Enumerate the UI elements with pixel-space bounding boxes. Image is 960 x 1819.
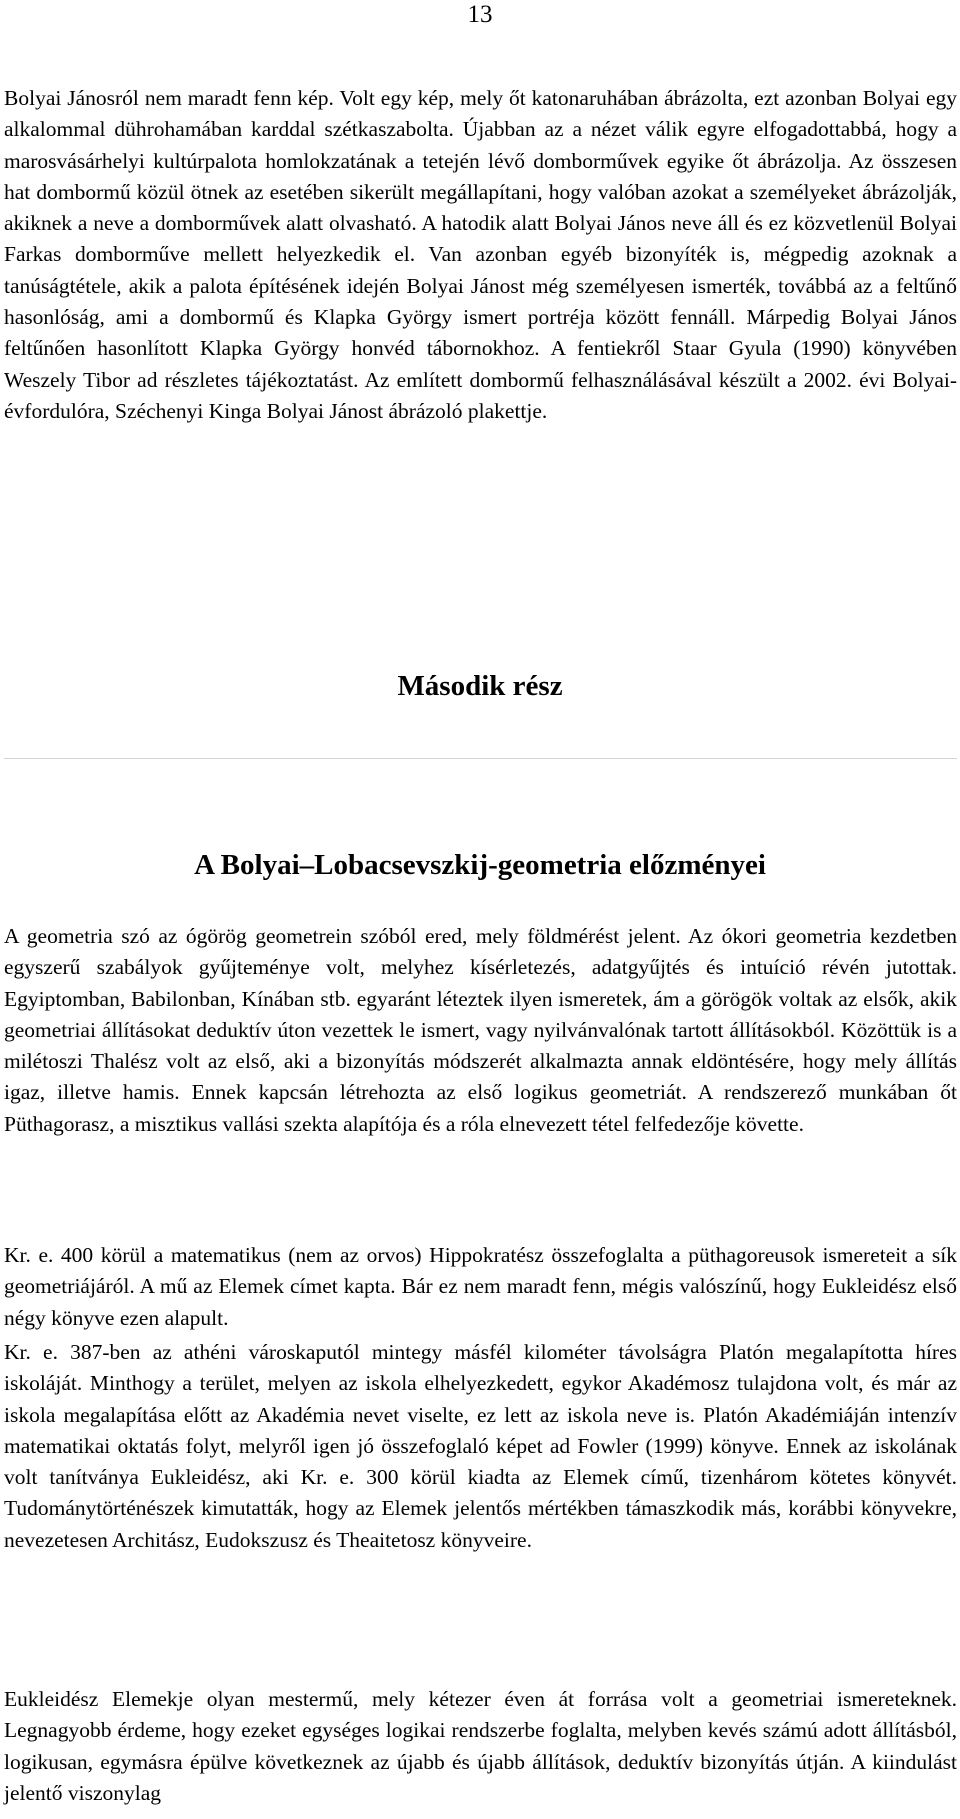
paragraph-geometry-origins: A geometria szó az ógörög geometrein szóból ered, mely földmérést jelent. Az ókori geometria kezdetben egyszerű szabályok gyűjteménye volt, melyhez kísérletezés, adatgyűjtés és intuíció révén jutottak. Egyiptomban, Babilonban, Kínában stb. egyaránt léteztek ilyen ismeretek, ám a görögök voltak az elsők, akik geometriai állításokat deduktív úton vezettek le ismert, vagy nyilvánvalónak tartott állításokból. Közöttük is a milétoszi Thalész volt az első, aki a bizonyítás módszerét alkalmazta annak eldöntésére, hogy mely állítás igaz, illetve hamis. Ennek kapcsán létrehozta az első logikus geometriát. A rendszerező munkában őt Püthagorasz, a misztikus vallási szekta alapítója és a róla elnevezett tétel felfedezője követte. bbox=[4, 924, 957, 1136]
paragraph-plato-academy: Kr. e. 387-ben az athéni városkaputól mintegy másfél kilométer távolságra Platón megalapította híres iskoláját. Minthogy a terület, melyen az iskola elhelyezkedett, egykor Akadémosz tulajdona volt, és már az iskola megalapítása előtt az Akadémia nevet viselte, ez lett az iskola neve is. Platón Akadémiáján intenzív matematikai oktatás folyt, melyről igen jó összefoglaló képet ad Fowler (1999) könyve. Ennek az iskolának volt tanítványa Eukleidész, aki Kr. e. 300 körül kiadta az Elemek című, tizenhárom kötetes könyvét. Tudománytörténészek kimutatták, hogy az Elemek jelentős mértékben támaszkodik más, korábbi könyvekre, nevezetesen Architász, Eudokszusz és Theaitetosz könyveire. bbox=[4, 1340, 957, 1552]
paragraph-euclid-elements: Eukleidész Elemekje olyan mestermű, mely kétezer éven át forrása volt a geometriai ismereteknek. Legnagyobb érdeme, hogy ezeket egységes logikai rendszerbe foglalta, melyben kevés számú adott állításból, logikusan, egymásra épülve következnek az újabb és újabb állítások, deduktív bizonyítás útján. A kiindulást jelentő viszonylag bbox=[4, 1687, 957, 1805]
divider bbox=[4, 758, 957, 759]
section-heading: Második rész bbox=[397, 670, 563, 702]
paragraph-hippocrates: Kr. e. 400 körül a matematikus (nem az orvos) Hippokratész összefoglalta a püthagoreusok ismereteit a sík geometriájáról. A mű az Elemek címet kapta. Bár ez nem maradt fenn, mégis valószínű, hogy Eukleidész első négy könyve ezen alapult. bbox=[4, 1243, 957, 1330]
chapter-title: A Bolyai–Lobacsevszkij-geometria előzményei bbox=[194, 849, 766, 881]
page-number: 13 bbox=[467, 1, 493, 28]
paragraph-bolyai-portrait: Bolyai Jánosról nem maradt fenn kép. Volt egy kép, mely őt katonaruhában ábrázolta, ezt azonban Bolyai egy alkalommal dührohamában karddal szétkaszabolta. Újabban az a nézet válik egyre elfogadottabbá, hogy a marosvásárhelyi kultúrpalota homlokzatának a tetején lévő domborművek egyike őt ábrázolja. Az összesen hat dombormű közül ötnek az esetében sikerült megállapítani, hogy valóban azokat a személyeket ábrázolják, akiknek a neve a domborművek alatt olvasható. A hatodik alatt Bolyai János neve áll és ez közvetlenül Bolyai Farkas domborműve mellett helyezkedik el. Van azonban egyéb bizonyíték is, mégpedig azoknak a tanúságtétele, akik a palota építésének idején Bolyai Jánost még személyesen ismerték, továbbá az a feltűnő hasonlóság, ami a dombormű és Klapka György ismert portréja között fennáll. Márpedig Bolyai János feltűnően hasonlított Klapka György honvéd tábornokhoz. A fentiekről Staar Gyula (1990) könyvében Weszely Tibor ad részletes tájékoztatást. Az említett dombormű felhasználásával készült a 2002. évi Bolyai-évfordulóra, Széchenyi Kinga Bolyai Jánost ábrázoló plakettje. bbox=[4, 86, 957, 423]
